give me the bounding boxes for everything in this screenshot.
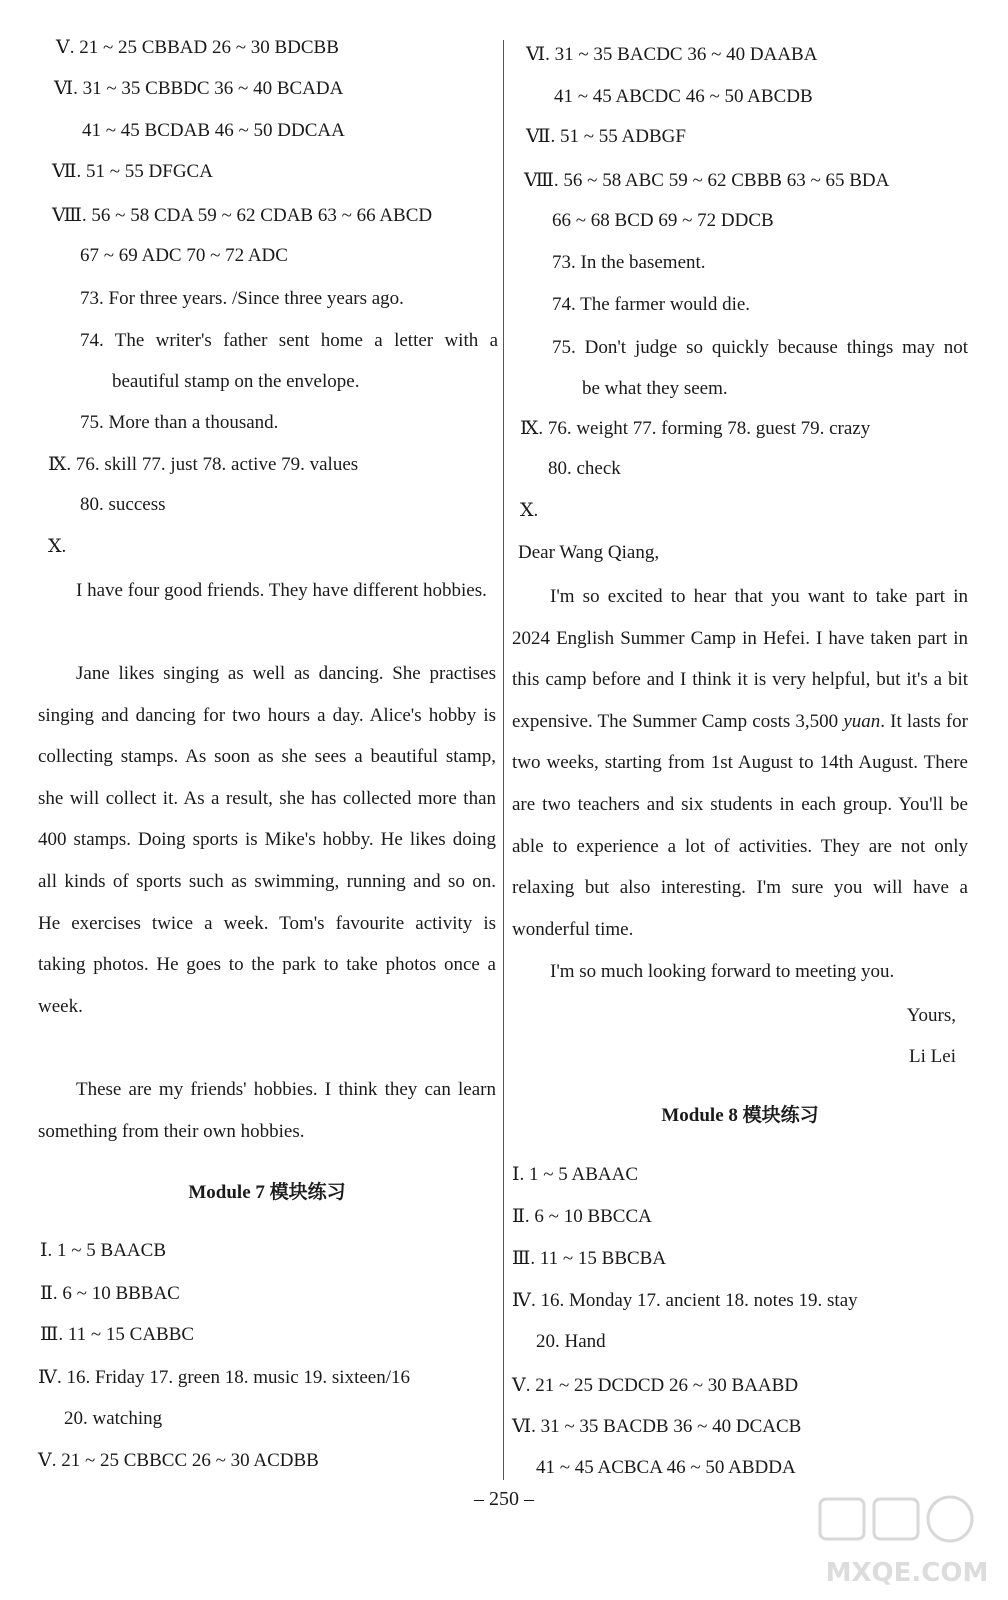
- letter-greeting: Dear Wang Qiang,: [518, 542, 660, 563]
- section-label: Ⅹ.: [520, 500, 539, 521]
- answer-line: Ⅸ. 76. weight 77. forming 78. guest 79. crazy: [520, 418, 871, 439]
- answer-line: Ⅸ. 76. skill 77. just 78. active 79. values: [48, 454, 359, 475]
- answer-line: 41 ~ 45 BCDAB 46 ~ 50 DDCAA: [82, 120, 345, 141]
- answer-line: Ⅰ. 1 ~ 5 ABAAC: [512, 1164, 638, 1185]
- answer-line: Ⅳ. 16. Friday 17. green 18. music 19. sixteen/16: [38, 1367, 411, 1388]
- answer-line: Ⅵ. 31 ~ 35 BACDC 36 ~ 40 DAABA: [526, 44, 818, 65]
- answer-line: 75. More than a thousand.: [80, 412, 279, 433]
- answer-line: Ⅴ. 21 ~ 25 DCDCD 26 ~ 30 BAABD: [512, 1375, 799, 1396]
- answer-line: beautiful stamp on the envelope.: [112, 371, 360, 392]
- letter-signature: Li Lei: [909, 1046, 956, 1067]
- answer-line: 41 ~ 45 ACBCA 46 ~ 50 ABDDA: [536, 1457, 796, 1478]
- answer-line: Ⅳ. 16. Monday 17. ancient 18. notes 19. stay: [512, 1290, 858, 1311]
- answer-line: 20. watching: [64, 1408, 163, 1429]
- letter-text: I'm so excited to hear that you want to take part in 2024 English Summer Camp in Hefei. I have taken part in this camp before and I think it is very helpful, but it's a bit expensive. The Summer Camp costs 3,500: [512, 586, 968, 732]
- letter-text: . It lasts for two weeks, starting from 1st August to 14th August. There are two teachers and six students in each group. You'll be able to experience a lot of activities. They are not only relaxing but also interesting. I'm sure you will have a wonderful time.: [512, 710, 969, 940]
- answer-line: Ⅴ. 21 ~ 25 CBBAD 26 ~ 30 BDCBB: [56, 37, 339, 58]
- answer-line: Ⅰ. 1 ~ 5 BAACB: [40, 1240, 166, 1261]
- answer-line: Ⅵ. 31 ~ 35 CBBDC 36 ~ 40 BCADA: [54, 78, 344, 99]
- answer-line: be what they seem.: [582, 378, 728, 399]
- watermark-logo: [812, 1493, 1002, 1593]
- answer-stamp-logo-icon: [820, 1497, 972, 1541]
- answer-line: 75. Don't judge so quickly because things may not: [552, 337, 968, 358]
- module-7-heading: Module 7 模块练习: [188, 1182, 346, 1203]
- answer-line: 20. Hand: [536, 1331, 606, 1352]
- answer-line: 80. check: [548, 458, 621, 479]
- essay-paragraph: These are my friends' hobbies. I think they can learn something from their own hobbies.: [38, 1079, 496, 1142]
- answer-line: 73. For three years. /Since three years ago.: [80, 288, 404, 309]
- watermark-text: MXQE.COM: [825, 1558, 989, 1588]
- essay-paragraph: Jane likes singing as well as dancing. She practises singing and dancing for two hours a day. Alice's hobby is collecting stamps. As soon as she sees a beautiful stamp, she will collect it. As a result, she has collected more than 400 stamps. Doing sports is Mike's hobby. He likes doing all kinds of sports such as swimming, running and so on. He exercises twice a week. Tom's favourite activity is taking photos. He goes to the park to take photos once a week.: [38, 663, 496, 1017]
- answer-line: Ⅶ. 51 ~ 55 DFGCA: [52, 161, 213, 182]
- answer-line: 67 ~ 69 ADC 70 ~ 72 ADC: [80, 245, 288, 266]
- answer-line: Ⅴ. 21 ~ 25 CBBCC 26 ~ 30 ACDBB: [38, 1450, 319, 1471]
- letter-body-paragraph: I'm so much looking forward to meeting you.: [550, 961, 895, 982]
- answer-line: Ⅱ. 6 ~ 10 BBBAC: [40, 1283, 180, 1304]
- column-divider: [503, 40, 504, 1480]
- letter-closing: Yours,: [906, 1005, 956, 1026]
- letter-currency: yuan: [843, 710, 881, 732]
- page-number: – 250 –: [474, 1488, 534, 1510]
- module-8-heading: Module 8 模块练习: [661, 1105, 819, 1126]
- essay-paragraph: I have four good friends. They have different hobbies.: [76, 580, 487, 601]
- letter-body-paragraph: [512, 576, 968, 950]
- answer-line: 74. The farmer would die.: [552, 294, 751, 315]
- answer-line: Ⅲ. 11 ~ 15 CABBC: [40, 1324, 195, 1345]
- answer-line: 73. In the basement.: [552, 252, 706, 273]
- answer-line: 41 ~ 45 ABCDC 46 ~ 50 ABCDB: [554, 86, 813, 107]
- answer-line: 74. The writer's father sent home a letter with a: [80, 330, 498, 351]
- answer-line: Ⅵ. 31 ~ 35 BACDB 36 ~ 40 DCACB: [512, 1416, 802, 1437]
- answer-line: 80. success: [80, 494, 166, 515]
- section-label: Ⅹ.: [48, 536, 67, 557]
- answer-line: Ⅷ. 56 ~ 58 CDA 59 ~ 62 CDAB 63 ~ 66 ABCD: [52, 205, 433, 226]
- answer-line: 66 ~ 68 BCD 69 ~ 72 DDCB: [552, 210, 774, 231]
- answer-line: Ⅶ. 51 ~ 55 ADBGF: [526, 126, 686, 147]
- answer-line: Ⅱ. 6 ~ 10 BBCCA: [512, 1206, 652, 1227]
- answer-line: Ⅲ. 11 ~ 15 BBCBA: [512, 1248, 667, 1269]
- answer-line: Ⅷ. 56 ~ 58 ABC 59 ~ 62 CBBB 63 ~ 65 BDA: [524, 170, 890, 191]
